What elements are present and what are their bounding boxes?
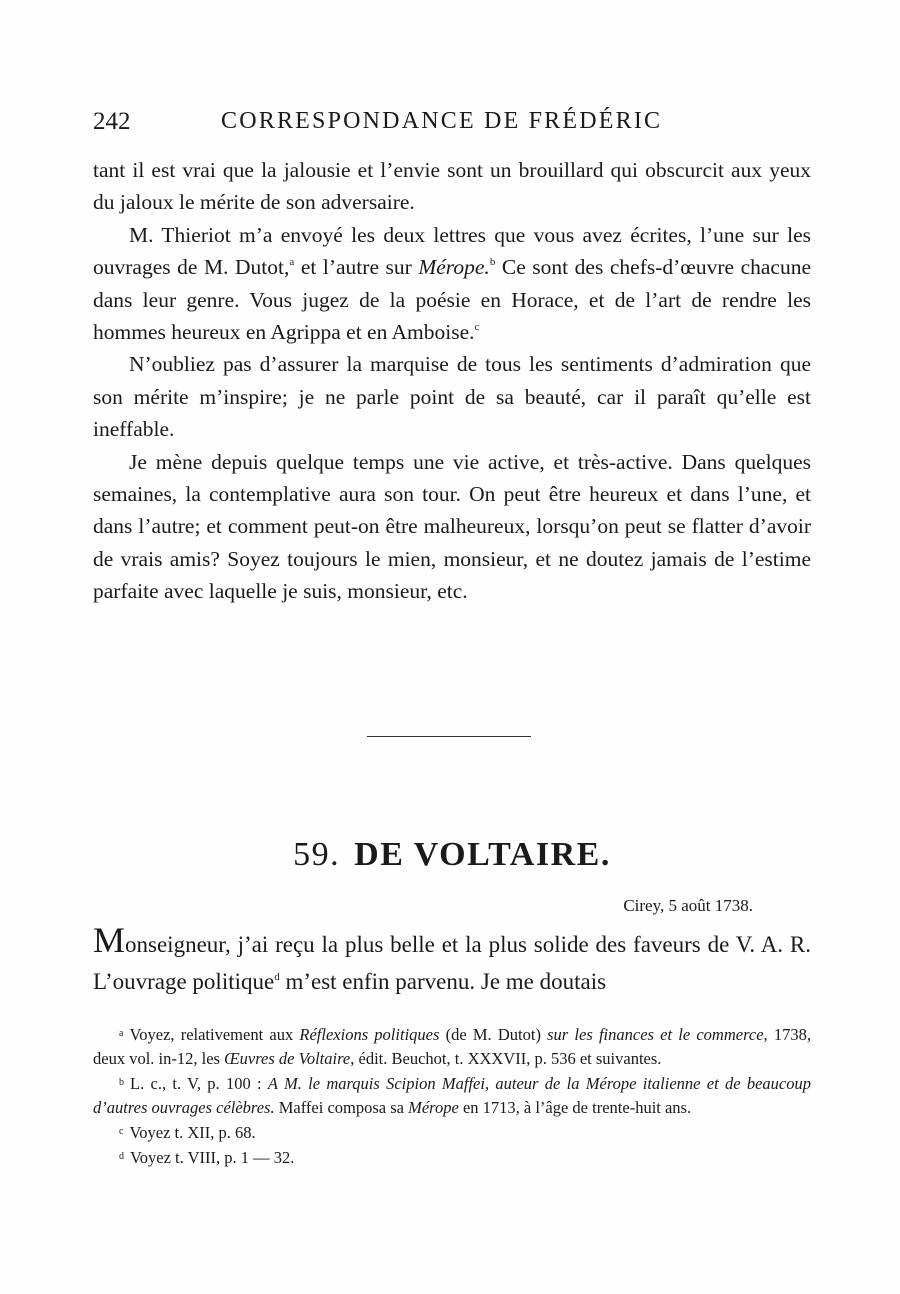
footnote-text: en 1713, à l’âge de trente-huit ans. (458, 1098, 692, 1117)
footnote-italic: sur les finances et le commerce (547, 1025, 764, 1044)
drop-cap: M (93, 920, 126, 960)
footnote-mark: b (119, 1077, 124, 1088)
footnote-ref-a[interactable]: a (289, 256, 295, 269)
letter-heading (93, 836, 811, 874)
footnote-a (93, 1022, 811, 1071)
footnote-mark: d (119, 1151, 124, 1162)
letter-continuation (93, 154, 811, 608)
letter-title: DE VOLTAIRE. (354, 836, 611, 873)
footnote-text: Voyez t. VIII, p. 1 — 32. (130, 1148, 295, 1167)
footnote-text: , 1738, deux vol. in-12, les (93, 1025, 811, 1068)
footnote-text: (de M. Dutot) (439, 1025, 548, 1044)
footnote-text: L. c., t. V, p. 100 : (130, 1074, 268, 1093)
running-title: CORRESPONDANCE DE FRÉDÉRIC (221, 108, 663, 134)
paragraph-2 (93, 219, 811, 349)
footnote-text: Maffei composa sa (274, 1098, 409, 1117)
footnote-italic: Réflexions politiques (299, 1025, 440, 1044)
footnote-italic: Œuvres de Voltaire (224, 1049, 351, 1068)
footnote-ref-d[interactable]: d (274, 971, 280, 983)
section-divider (367, 736, 531, 737)
footnote-c (93, 1120, 811, 1145)
paragraph-2-text-b: et l’autre sur (294, 255, 419, 280)
footnote-mark: a (119, 1028, 124, 1039)
page-number: 242 (93, 108, 131, 135)
footnote-d (93, 1145, 811, 1170)
letter-text-a: onseigneur, j’ai reçu la plus belle et la plus solide des faveurs de V. A. R. L’ouvrage politique (93, 932, 811, 994)
merope-title: Mérope. (418, 255, 490, 280)
footnotes (93, 1022, 811, 1170)
paragraph-2-text-a: M. Thieriot m’a envoyé les deux lettres que vous avez écrites, l’une sur les ouvrages de M. Dutot, (93, 222, 811, 280)
paragraph-3: N’oubliez pas d’assurer la marquise de tous les sentiments d’admiration que son mérite m’inspire; je ne parle point de sa beauté, car il paraît qu’elle est ineffable. (93, 352, 811, 442)
footnote-b (93, 1071, 811, 1120)
footnote-ref-b[interactable]: b (489, 256, 496, 269)
letter-text-b: m’est enfin parvenu. Je me doutais (279, 969, 607, 994)
letter-body (93, 920, 811, 1000)
footnote-mark: c (119, 1126, 124, 1137)
running-head (93, 108, 811, 140)
footnote-ref-c[interactable]: c (474, 321, 480, 334)
paragraph-2-text-c: Ce sont des chefs-d’œuvre chacune dans leur genre. Vous jugez de la poésie en Horace, et de l’art de rendre les hommes heureux en Agrippa et en Amboise. (93, 255, 811, 345)
letter-opening (93, 920, 811, 1000)
dateline: Cirey, 5 août 1738. (623, 896, 753, 915)
paragraph-4: Je mène depuis quelque temps une vie active, et très-active. Dans quelques semaines, la contemplative aura son tour. On peut être heureux et dans l’une, et dans l’autre; et comment peut-on être malheureux, lorsqu’on peut se flatter d’avoir de vrais amis? Soyez toujours le mien, monsieur, et ne doutez jamais de l’estime parfaite avec laquelle je suis, monsieur, etc. (93, 449, 811, 604)
letter-number: 59. (293, 836, 341, 873)
footnote-text: Voyez, relativement aux (129, 1025, 300, 1044)
footnote-italic: Mérope (408, 1098, 459, 1117)
footnote-text: Voyez t. XII, p. 68. (129, 1123, 256, 1142)
footnote-italic: A M. le marquis Scipion Maffei, auteur de la Mérope italienne et de beaucoup d’autres ouvrages célèbres. (93, 1074, 812, 1117)
footnote-text: , édit. Beuchot, t. XXXVII, p. 536 et suivantes. (350, 1049, 662, 1068)
paragraph-1: tant il est vrai que la jalousie et l’envie sont un brouillard qui obscurcit aux yeux du jaloux le mérite de son adversaire. (93, 158, 811, 215)
